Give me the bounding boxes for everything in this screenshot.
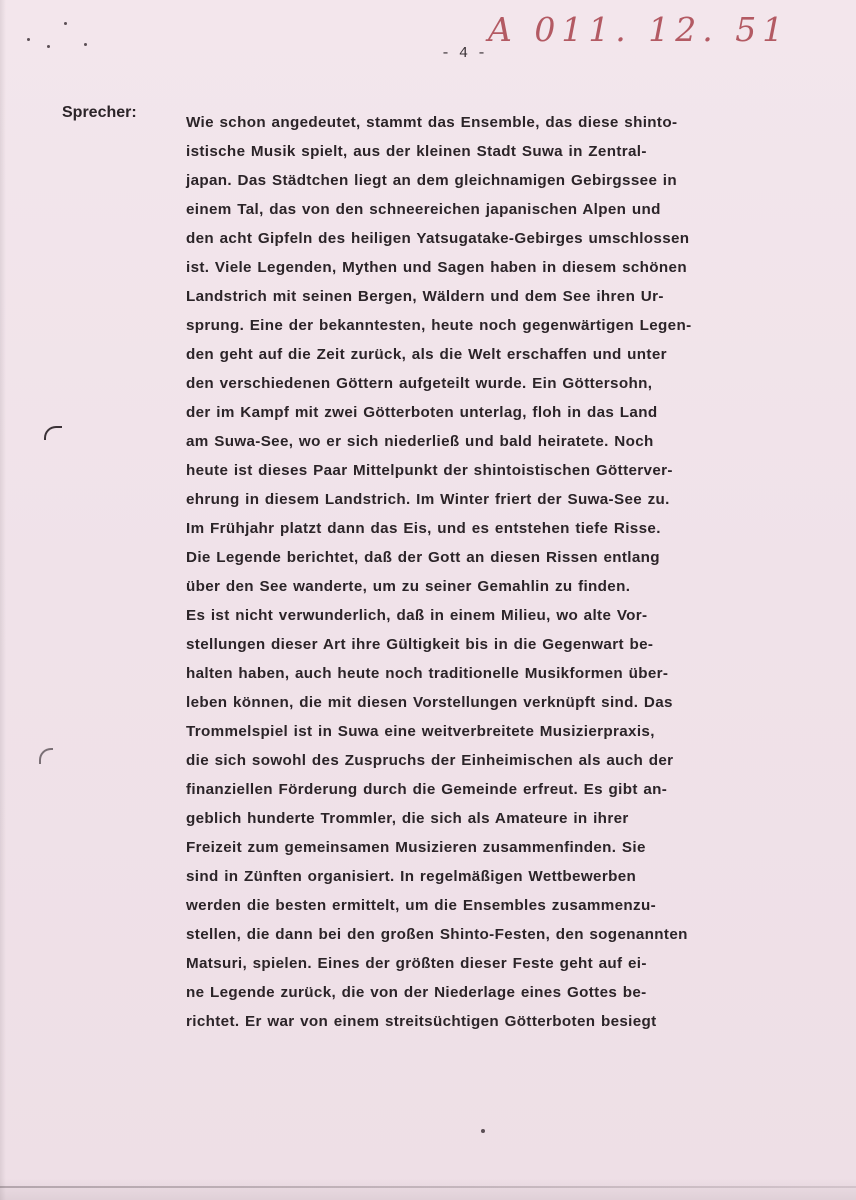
text-line: der im Kampf mit zwei Götterboten unterlag, floh in das Land: [186, 404, 658, 421]
page-bottom-edge: [0, 1186, 856, 1188]
ink-speck: [64, 22, 67, 25]
margin-mark: [44, 426, 62, 440]
ink-speck: [84, 43, 87, 46]
speaker-label: Sprecher:: [62, 104, 137, 121]
text-line: sprung. Eine der bekanntesten, heute noch gegenwärtigen Legen-: [186, 317, 692, 334]
text-line: heute ist dieses Paar Mittelpunkt der shintoistischen Götterver-: [186, 462, 673, 479]
text-line: ist. Viele Legenden, Mythen und Sagen haben in diesem schönen: [186, 259, 687, 276]
ink-speck: [27, 38, 30, 41]
text-line: die sich sowohl des Zuspruchs der Einheimischen als auch der: [186, 752, 674, 769]
margin-mark: [39, 748, 53, 764]
ink-speck: [47, 45, 50, 48]
ink-speck: [481, 1129, 485, 1133]
text-line: Freizeit zum gemeinsamen Musizieren zusammenfinden. Sie: [186, 839, 646, 856]
body-text: [186, 108, 766, 1036]
text-line: Landstrich mit seinen Bergen, Wäldern und dem See ihren Ur-: [186, 288, 664, 305]
text-line: ne Legende zurück, die von der Niederlage eines Gottes be-: [186, 984, 647, 1001]
archive-number: A 011. 12. 51: [488, 10, 790, 49]
text-line: istische Musik spielt, aus der kleinen Stadt Suwa in Zentral-: [186, 143, 647, 160]
text-line: geblich hunderte Trommler, die sich als Amateure in ihrer: [186, 810, 629, 827]
text-line: Trommelspiel ist in Suwa eine weitverbreitete Musizierpraxis,: [186, 723, 655, 740]
text-line: einem Tal, das von den schneereichen japanischen Alpen und: [186, 201, 661, 218]
text-line: Im Frühjahr platzt dann das Eis, und es entstehen tiefe Risse.: [186, 520, 661, 537]
text-line: ehrung in diesem Landstrich. Im Winter friert der Suwa-See zu.: [186, 491, 670, 508]
text-line: über den See wanderte, um zu seiner Gemahlin zu finden.: [186, 578, 631, 595]
text-line: halten haben, auch heute noch traditionelle Musikformen über-: [186, 665, 669, 682]
text-line: stellen, die dann bei den großen Shinto-Festen, den sogenannten: [186, 926, 688, 943]
text-line: den verschiedenen Göttern aufgeteilt wurde. Ein Göttersohn,: [186, 375, 653, 392]
text-line: werden die besten ermittelt, um die Ensembles zusammenzu-: [186, 897, 657, 914]
text-line: finanziellen Förderung durch die Gemeinde erfreut. Es gibt an-: [186, 781, 668, 798]
text-line: Die Legende berichtet, daß der Gott an diesen Rissen entlang: [186, 549, 660, 566]
text-line: den geht auf die Zeit zurück, als die Welt erschaffen und unter: [186, 346, 667, 363]
text-line: am Suwa-See, wo er sich niederließ und bald heiratete. Noch: [186, 433, 654, 450]
text-line: den acht Gipfeln des heiligen Yatsugatake-Gebirges umschlossen: [186, 230, 690, 247]
text-line: leben können, die mit diesen Vorstellungen verknüpft sind. Das: [186, 694, 673, 711]
text-line: Es ist nicht verwunderlich, daß in einem Milieu, wo alte Vor-: [186, 607, 648, 624]
text-line: Matsuri, spielen. Eines der größten dieser Feste geht auf ei-: [186, 955, 647, 972]
page-edge-shadow: [0, 0, 6, 1200]
page-number: - 4 -: [441, 45, 487, 62]
text-line: sind in Zünften organisiert. In regelmäßigen Wettbewerben: [186, 868, 637, 885]
text-line: richtet. Er war von einem streitsüchtigen Götterboten besiegt: [186, 1013, 657, 1030]
text-line: stellungen dieser Art ihre Gültigkeit bis in die Gegenwart be-: [186, 636, 654, 653]
text-line: Wie schon angedeutet, stammt das Ensemble, das diese shinto-: [186, 114, 678, 131]
text-line: japan. Das Städtchen liegt an dem gleichnamigen Gebirgssee in: [186, 172, 678, 189]
